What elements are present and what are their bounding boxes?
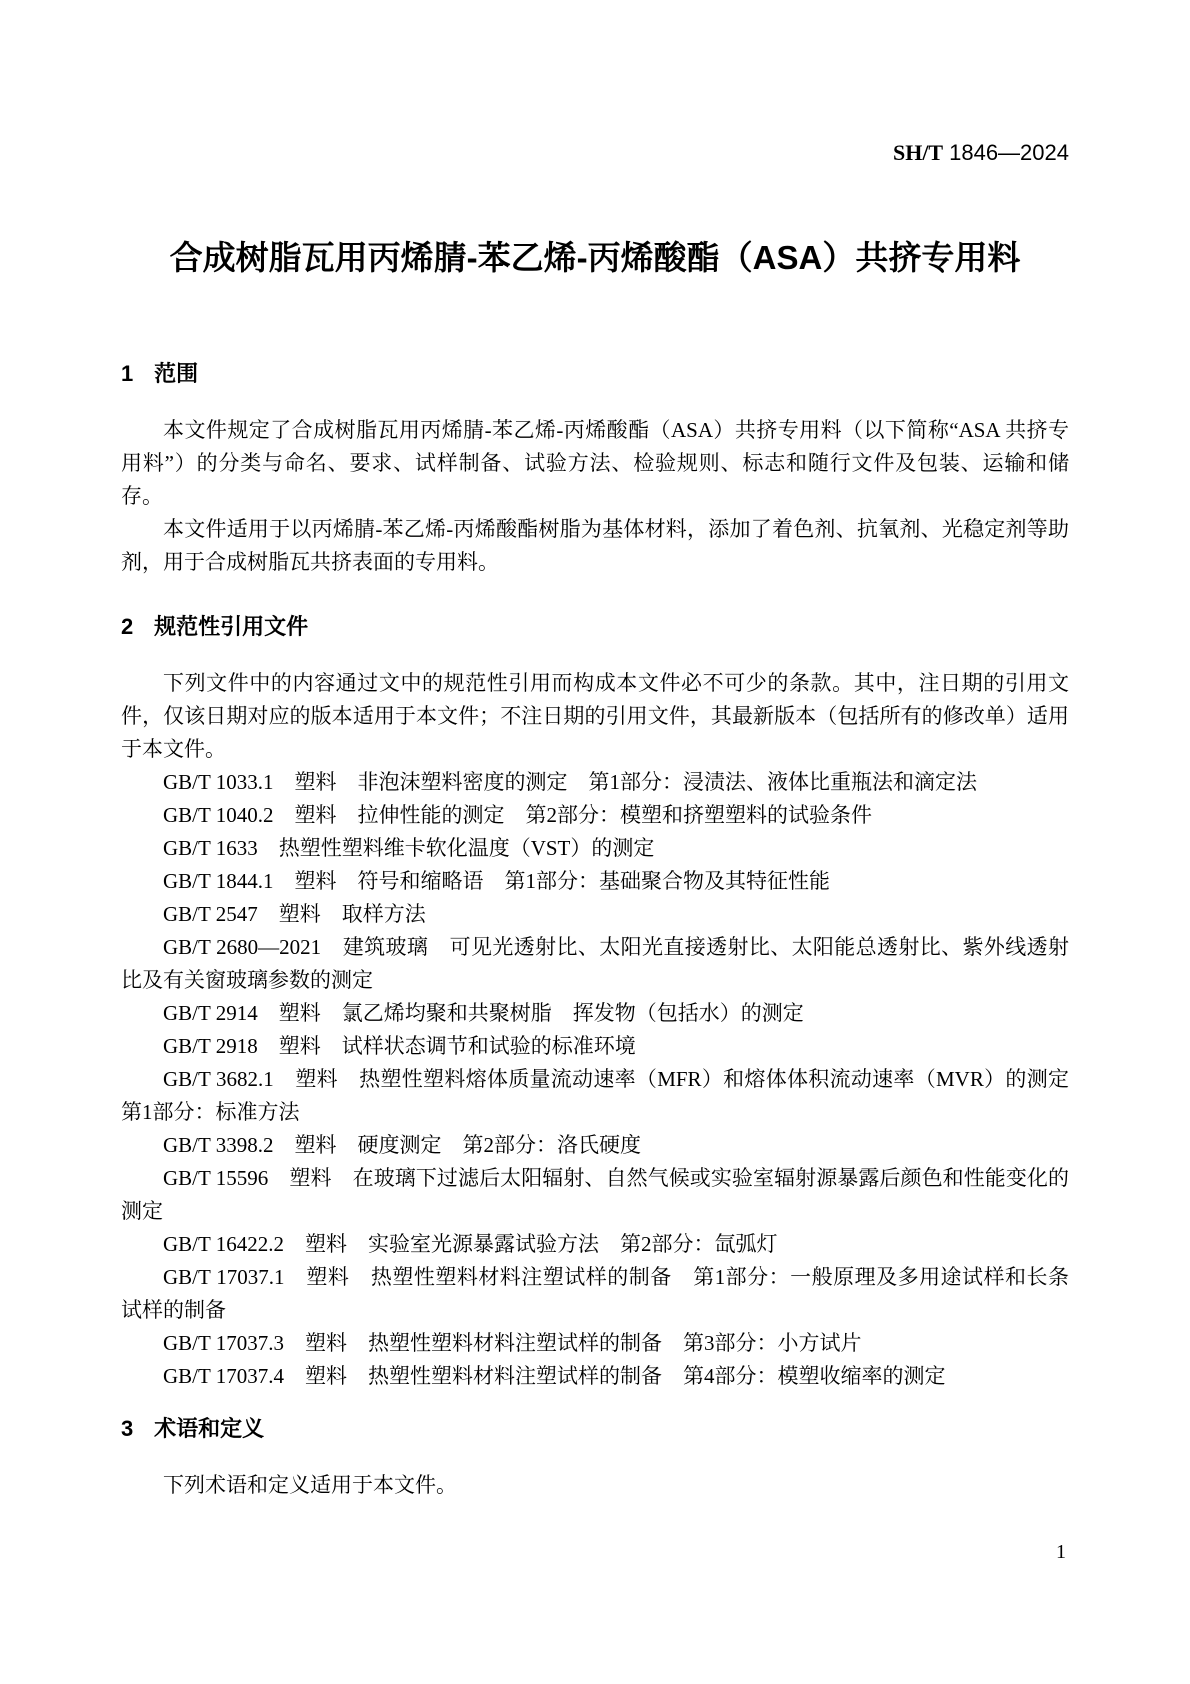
reference-item: GB/T 1633 热塑性塑料维卡软化温度（VST）的测定	[163, 836, 655, 860]
section-terms-definitions	[121, 1417, 1069, 1502]
paragraph: 下列术语和定义适用于本文件。	[163, 1473, 457, 1497]
section-heading-text: 术语和定义	[154, 1416, 265, 1441]
reference-item: GB/T 1844.1 塑料 符号和缩略语 第1部分：基础聚合物及其特征性能	[163, 869, 830, 893]
section-heading	[121, 615, 1069, 639]
reference-item: GB/T 17037.1 塑料 热塑性塑料材料注塑试样的制备 第1部分：一般原理及多用途试样和长条试样的制备	[121, 1265, 1069, 1322]
section-number: 3	[121, 1416, 134, 1441]
reference-item: GB/T 2547 塑料 取样方法	[163, 902, 426, 926]
paragraph: 本文件适用于以丙烯腈-苯乙烯-丙烯酸酯树脂为基体材料，添加了着色剂、抗氧剂、光稳定剂等助剂，用于合成树脂瓦共挤表面的专用料。	[121, 517, 1069, 574]
reference-item: GB/T 3398.2 塑料 硬度测定 第2部分：洛氏硬度	[163, 1133, 641, 1157]
reference-item: GB/T 17037.3 塑料 热塑性塑料材料注塑试样的制备 第3部分：小方试片	[163, 1331, 862, 1355]
reference-item: GB/T 2680—2021 建筑玻璃 可见光透射比、太阳光直接透射比、太阳能总透射比、紫外线透射比及有关窗玻璃参数的测定	[121, 935, 1069, 992]
reference-item: GB/T 3682.1 塑料 热塑性塑料熔体质量流动速率（MFR）和熔体体积流动速率（MVR）的测定 第1部分：标准方法	[121, 1067, 1090, 1124]
reference-item: GB/T 2914 塑料 氯乙烯均聚和共聚树脂 挥发物（包括水）的测定	[163, 1001, 804, 1025]
reference-item: GB/T 16422.2 塑料 实验室光源暴露试验方法 第2部分：氙弧灯	[163, 1232, 778, 1256]
reference-item: GB/T 17037.4 塑料 热塑性塑料材料注塑试样的制备 第4部分：模塑收缩率的测定	[163, 1364, 946, 1388]
section-heading	[121, 1417, 1069, 1441]
reference-item: GB/T 2918 塑料 试样状态调节和试验的标准环境	[163, 1034, 636, 1058]
page-number: 1	[1056, 1541, 1066, 1563]
reference-item: GB/T 15596 塑料 在玻璃下过滤后太阳辐射、自然气候或实验室辐射源暴露后颜色和性能变化的测定	[121, 1166, 1069, 1223]
section-number: 1	[121, 361, 134, 386]
reference-item: GB/T 1033.1 塑料 非泡沫塑料密度的测定 第1部分：浸渍法、液体比重瓶法和滴定法	[163, 770, 977, 794]
section-normative-references	[121, 614, 1090, 1393]
standard-code: SH/T	[892, 140, 944, 165]
reference-item: GB/T 1040.2 塑料 拉伸性能的测定 第2部分：模塑和挤塑塑料的试验条件	[163, 803, 872, 827]
section-heading-text: 范围	[154, 361, 199, 386]
section-scope	[121, 362, 1069, 579]
section-heading	[121, 362, 1069, 386]
doc-content	[121, 361, 1090, 1502]
doc-header	[893, 140, 1069, 166]
section-heading-text: 规范性引用文件	[154, 614, 309, 639]
paragraph: 本文件规定了合成树脂瓦用丙烯腈-苯乙烯-丙烯酸酯（ASA）共挤专用料（以下简称“ASA 共挤专用料”）的分类与命名、要求、试样制备、试验方法、检验规则、标志和随行文件及包装、运输和储存。	[121, 418, 1069, 508]
section-number: 2	[121, 614, 134, 639]
paragraph: 下列文件中的内容通过文中的规范性引用而构成本文件必不可少的条款。其中，注日期的引用文件，仅该日期对应的版本适用于本文件；不注日期的引用文件，其最新版本（包括所有的修改单）适用于本文件。	[121, 671, 1069, 761]
standard-number: 1846—2024	[949, 140, 1069, 165]
doc-title: 合成树脂瓦用丙烯腈-苯乙烯-丙烯酸酯（ASA）共挤专用料	[169, 239, 1021, 276]
